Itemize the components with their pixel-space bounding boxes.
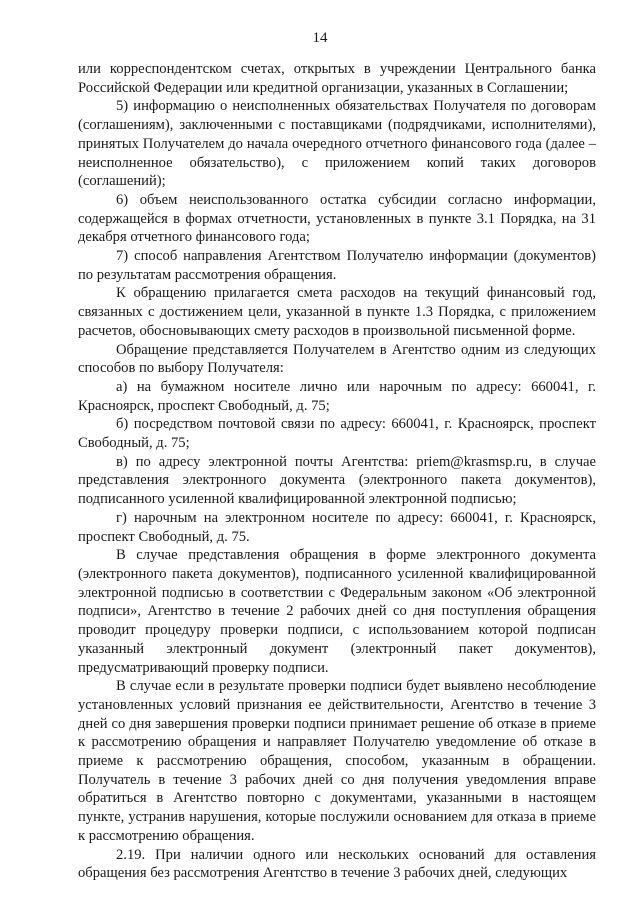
paragraph-method-b: б) посредством почтовой связи по адресу: 660041, г. Красноярск, проспект Свободный, д. 75; (78, 416, 596, 452)
paragraph-method-a: а) на бумажном носителе лично или нарочным по адресу: 660041, г. Красноярск, проспект Свободный, д. 75; (78, 378, 596, 414)
paragraph-submission-methods: Обращение представляется Получателем в Агентство одним из следующих способов по выбору Получателя: (78, 341, 596, 377)
paragraph-signature-invalid: В случае если в результате проверки подписи будет выявлено несоблюдение установленных условий признания ее действительности, Агентство в течение 3 дней со дня завершения проверки подписи принимает решение об отказе в приеме к рассмотрению обращения и направляет Получателю уведомление об отказе в приеме к рассмотрению обращения, способом, указанным в обращении. Получатель в течение 3 рабочих дней со дня получения уведомления вправе обратиться в Агентство повторно с документами, указанными в настоящем пункте, устранив нарушения, которые послужили основанием для отказа в приеме к рассмотрению обращения. (78, 678, 596, 844)
paragraph-electronic-signature-check: В случае представления обращения в форме электронного документа (электронного пакета документов), подписанного усиленной квалифицированной электронной подписью в соответствии с Федеральным законом «Об электронной подписи», Агентство в течение 2 рабочих дней со дня поступления обращения проводит процедуру проверки подписи, с использованием которой подписан указанный электронный документ (электронный пакет документов), предусматривающий проверку подписи. (78, 547, 596, 676)
paragraph-item-6: 6) объем неиспользованного остатка субсидии согласно информации, содержащейся в формах отчетности, установленных в пункте 3.1 Порядка, на 31 декабря отчетного финансового года; (78, 191, 596, 246)
page-number: 14 (312, 30, 328, 46)
paragraph-item-7: 7) способ направления Агентством Получателю информации (документов) по результатам рассмотрения обращения. (78, 248, 596, 283)
paragraph-method-g: г) нарочным на электронном носителе по адресу: 660041, г. Красноярск, проспект Свободный, д. 75. (78, 509, 596, 545)
paragraph-estimate: К обращению прилагается смета расходов на текущий финансовый год, связанных с достижением цели, указанной в пункте 1.3 Порядка, с приложением расчетов, обосновывающих смету расходов в произвольной письменной форме. (78, 285, 596, 339)
paragraph-item-5: 5) информацию о неисполненных обязательствах Получателя по договорам (соглашениям), заключенными с поставщиками (подрядчиками, исполнителями), принятых Получателем до начала очередного отчетного финансового года (далее – неисполненное обязательство), с приложением копий таких договоров (соглашений); (78, 98, 596, 190)
document-body (78, 60, 596, 883)
paragraph-2-19: 2.19. При наличии одного или нескольких оснований для оставления обращения без рассмотрения Агентство в течение 3 рабочих дней, следующих (78, 846, 596, 882)
paragraph-continuation: или корреспондентском счетах, открытых в учреждении Центрального банка Российской Федерации или кредитной организации, указанных в Соглашении; (78, 61, 596, 96)
paragraph-method-v: в) по адресу электронной почты Агентства: priem@krasmsp.ru, в случае представления электронного документа (электронного пакета документов), подписанного усиленной квалифицированной электронной подписью; (78, 453, 596, 508)
